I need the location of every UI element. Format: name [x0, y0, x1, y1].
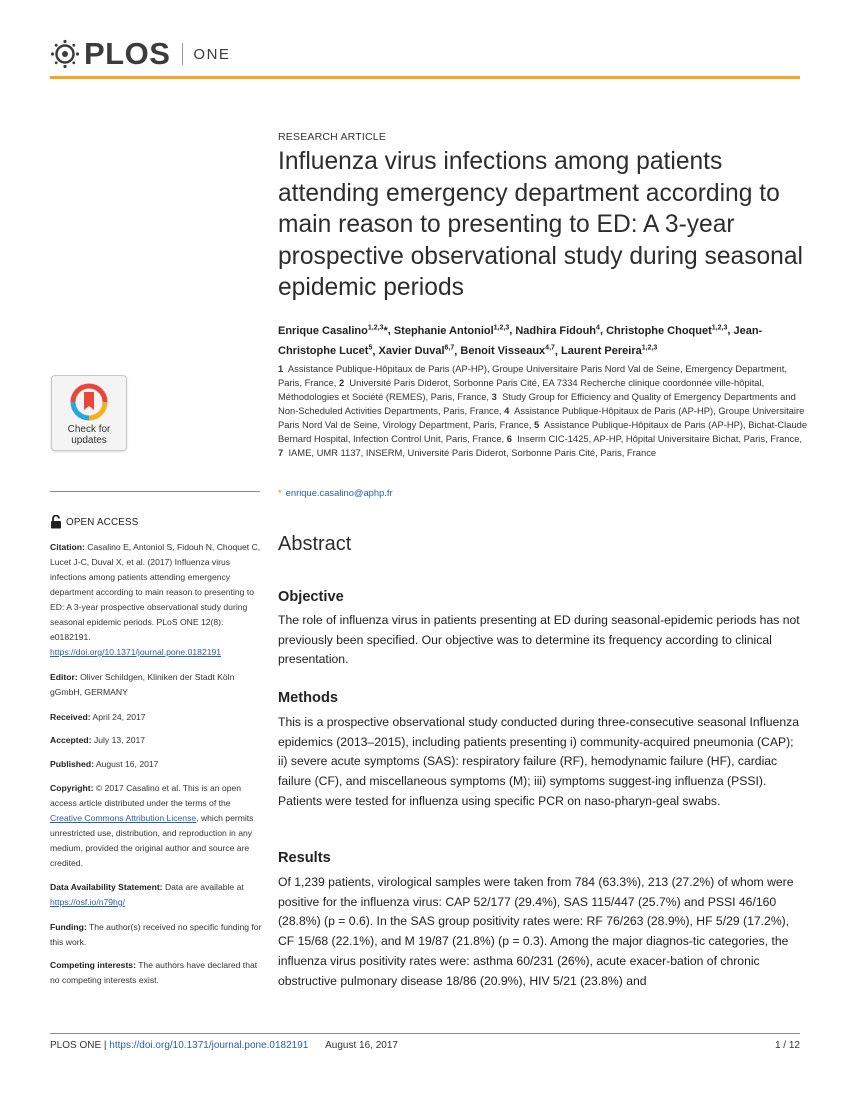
methods-heading: Methods [278, 690, 338, 706]
results-heading: Results [278, 850, 331, 866]
data-availability-block: Data Availability Statement: Data are available at https://osf.io/n79hg/ [50, 882, 244, 907]
affiliation: 1 Assistance Publique-Hôpitaux de Paris (AP-HP), Groupe Universitaire Paris Nord Val de Seine, Emergency Department, Paris, France, [278, 363, 787, 389]
footer-divider [50, 1033, 800, 1034]
article-type: RESEARCH ARTICLE [278, 131, 387, 143]
footer-date: August 16, 2017 [325, 1040, 398, 1051]
logo-divider [182, 43, 183, 65]
open-access-badge: OPEN ACCESS [50, 515, 138, 529]
corresponding-author-mark: * [383, 324, 388, 337]
author-list: Enrique Casalino$^{1,2,3}$*, Stephanie Antoniol$^{1,2,3}$, Nadhira Fidouh$^4$, Christophe Choquet$^{1,2,3}$, Jean-Christophe Lucet$^5$, Xavier Duval$^{6,7}$, Benoit Visseaux$^{4,7}$, Laurent Pereira$^{1,2,3}$ [278, 324, 763, 358]
citation-block: Citation: Casalino E, Antoniol S, Fidouh N, Choquet C, Lucet J-C, Duval X, et al. (2017) Influenza virus infections among patients attending emergency department according to main reason to presenting to ED: A 3-year prospective observational study during seasonal epidemic periods. PLoS ONE 12(8): e0182191. https://doi.org/10.1371/journal.pone.0182191 [50, 542, 261, 657]
author: Christophe Choquet$^{1,2,3}$ [606, 324, 728, 337]
corresponding-email[interactable] [278, 487, 393, 498]
article-title: Influenza virus infections among patients attending emergency department according to main reason to presenting to ED: A 3-year prospective observational study during seasonal epidemic periods [278, 148, 803, 301]
email-link[interactable]: enrique.casalino@aphp.fr [285, 487, 393, 498]
plos-logo [50, 37, 230, 71]
funding-block: Funding: The author(s) received no specific funding for this work. [50, 922, 262, 947]
author: Enrique Casalino$^{1,2,3}$* [278, 324, 388, 337]
journal-name: ONE [193, 45, 231, 63]
logo-wordmark: PLOS [84, 36, 171, 71]
results-text: Of 1,239 patients, virological samples were taken from 784 (63.3%), 213 (27.2%) of whom were positive for the influenza virus: CAP 52/177 (29.4%), SAS 115/447 (25.7%) and PSSI 46/160 (28.8%) (p = 0.6). In the SAS group positivity rates were: RF 76/263 (28.9%), HF 5/29 (17.2%), CF 15/68 (22.1%), and M 19/87 (21.8%) (p = 0.3). Among the major diagnos-tic categories, the influenza virus positivity rates were: asthma 60/231 (26%), acute exacer-bation of chronic obstructive pulmonary disease 18/86 (20.9%), HIV 5/21 (23.8%) and [278, 875, 794, 988]
page-number: 1 / 12 [774, 1040, 800, 1051]
check-updates-icon [69, 382, 109, 422]
author: Xavier Duval$^{6,7}$ [378, 344, 455, 358]
sidebar-divider [50, 491, 260, 492]
open-lock-icon [50, 515, 62, 529]
affiliation: 2 Université Paris Diderot, Sorbonne Paris Cité, EA 7334 Recherche clinique coordonnée ville-hôpital, Méthodologies et Société (REMES), Paris, France, [278, 377, 765, 403]
affiliation-list [278, 362, 808, 460]
affiliation: 4 Assistance Publique-Hôpitaux de Paris (AP-HP), Groupe Universitaire Paris Nord Val de Seine, Virology Department, Paris, France, [278, 405, 805, 431]
data-link[interactable]: https://osf.io/n79hg/ [50, 897, 126, 907]
affiliation: 3 Study Group for Efficiency and Quality of Emergency Departments and Non-Scheduled Activities Departments, Paris, France, [278, 391, 796, 417]
footer-journal: PLOS ONE | [50, 1040, 107, 1051]
affiliation: 7 IAME, UMR 1137, INSERM, Université Paris Diderot, Sorbonne Paris Cité, Paris, France [278, 447, 657, 459]
corresponding-star-icon: * [278, 487, 282, 498]
editor-block: Editor: Oliver Schildgen, Kliniken der Stadt Köln gGmbH, GERMANY [50, 672, 235, 697]
affiliation: 6 Inserm CIC-1425, AP-HP, Hôpital Universitaire Bichat, Paris, France, [506, 433, 803, 445]
license-link[interactable]: Creative Commons Attribution License [50, 813, 197, 823]
author: Nadhira Fidouh$^4$ [515, 324, 600, 337]
page-footer [50, 1040, 398, 1051]
competing-interests-block: Competing interests: The authors have declared that no competing interests exist. [50, 960, 258, 985]
copyright-block: Copyright: © 2017 Casalino et al. This is an open access article distributed under the terms of the Creative Commons Attribution License, which permits unrestricted use, distribution, and reproduction in any medium, provided the original author and source are credited. [50, 783, 254, 868]
affiliation: 5 Assistance Publique-Hôpitaux de Paris (AP-HP), Bichat-Claude Bernard Hospital, Infection Control Unit, Paris, France, [278, 419, 808, 445]
check-for-updates-button[interactable] [51, 375, 127, 451]
objective-text: The role of influenza virus in patients presenting at ED during seasonal-epidemic periods has not previously been specified. Our objective was to determine its frequency according to clinical presentation. [278, 613, 800, 667]
methods-text: This is a prospective observational study conducted during three-consecutive seasonal Influenza epidemics (2013–2015), including patients presenting i) community-acquired pneumonia (CAP); ii) severe acute symptoms (SAS): respiratory failure (RF), hemodynamic failure (HF), cardiac failure (CF), and miscellaneous symptoms (M); iii) symptoms suggest-ing influenza (PSSI). Patients were tested for influenza using specific PCR on naso-pharyn-geal swabs. [278, 715, 799, 808]
footer-doi-link[interactable]: https://doi.org/10.1371/journal.pone.0182191 [109, 1040, 309, 1051]
author: Laurent Pereira$^{1,2,3}$ [561, 344, 658, 358]
author: Stephanie Antoniol$^{1,2,3}$ [393, 324, 510, 337]
abstract-heading: Abstract [278, 533, 352, 555]
received-date: Received: April 24, 2017 [50, 712, 146, 722]
author: Benoit Visseaux$^{4,7}$ [460, 344, 555, 358]
plos-logo-icon [50, 39, 80, 69]
check-updates-label: Check for updates [67, 424, 111, 446]
author: Jean-Christophe Lucet$^5$ [278, 324, 763, 358]
citation-doi-link[interactable]: https://doi.org/10.1371/journal.pone.0182191 [50, 647, 222, 657]
published-date: Published: August 16, 2017 [50, 759, 159, 769]
header-accent-bar [50, 76, 800, 79]
objective-heading: Objective [278, 589, 344, 605]
accepted-date: Accepted: July 13, 2017 [50, 735, 146, 745]
